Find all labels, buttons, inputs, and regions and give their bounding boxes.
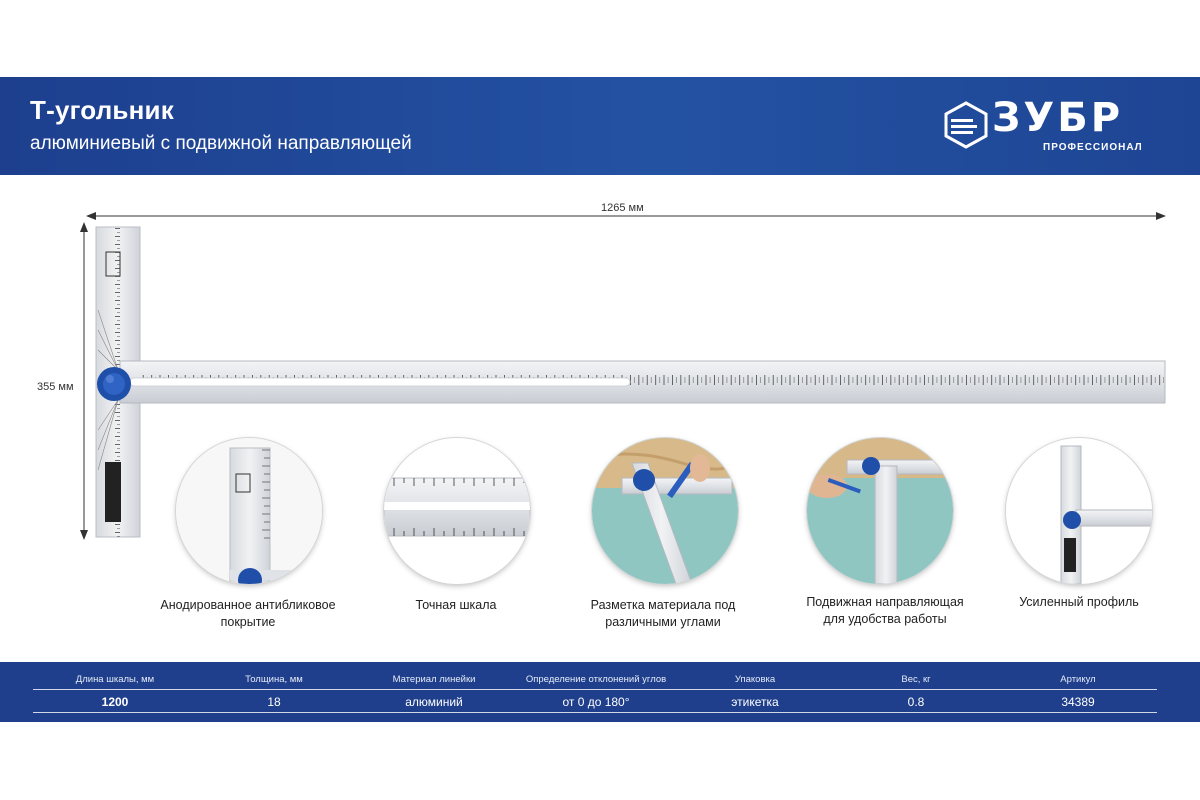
spec-value: алюминий xyxy=(405,695,463,709)
spec-header: Упаковка xyxy=(734,674,776,685)
spec-divider xyxy=(33,689,1157,690)
brand-emblem-icon xyxy=(942,101,990,149)
spec-header: Длина шкалы, мм xyxy=(75,674,155,685)
t-square-blade xyxy=(120,361,1165,403)
spec-value: 18 xyxy=(267,695,281,709)
specs-table xyxy=(0,662,1200,722)
feature-caption-guide: Подвижная направляющая для удобства работы xyxy=(806,595,964,626)
page-subtitle: алюминиевый с подвижной направляющей xyxy=(30,133,412,154)
spec-header: Артикул xyxy=(1060,674,1096,685)
spec-value: 34389 xyxy=(1061,695,1095,709)
height-dimension-label: 355 мм xyxy=(37,381,74,393)
spec-header: Вес, кг xyxy=(901,674,931,685)
feature-image-marking xyxy=(592,438,738,584)
page-title: Т-угольник xyxy=(30,95,174,125)
blue-knob xyxy=(97,367,131,401)
brand-name: ЗУБР xyxy=(992,95,1124,141)
spec-header: Материал линейки xyxy=(392,674,476,685)
feature-image-scale xyxy=(384,438,530,584)
spec-value: этикетка xyxy=(731,695,779,709)
width-dimension-label: 1265 мм xyxy=(601,202,644,214)
feature-caption-coating: Анодированное антибликовое покрытие xyxy=(160,598,336,629)
feature-caption-profile: Усиленный профиль xyxy=(1019,595,1139,609)
header-banner xyxy=(0,77,1200,175)
spec-value: от 0 до 180° xyxy=(562,695,630,709)
feature-caption-scale: Точная шкала xyxy=(415,598,497,612)
spec-header: Толщина, мм xyxy=(245,674,303,685)
t-square-illustration xyxy=(0,180,1200,660)
brand-tagline: ПРОФЕССИОНАЛ xyxy=(1043,142,1143,153)
spec-divider xyxy=(33,712,1157,713)
spec-value: 0.8 xyxy=(907,695,925,709)
spec-value: 1200 xyxy=(101,695,129,709)
feature-image-coating xyxy=(176,438,322,584)
feature-image-guide xyxy=(807,438,953,584)
feature-image-profile xyxy=(1006,438,1152,584)
height-dimension-arrow xyxy=(80,222,88,540)
brand-logo xyxy=(942,95,1172,159)
spec-header: Определение отклонений углов xyxy=(525,674,667,685)
feature-caption-marking: Разметка материала под различными углами xyxy=(590,598,736,629)
